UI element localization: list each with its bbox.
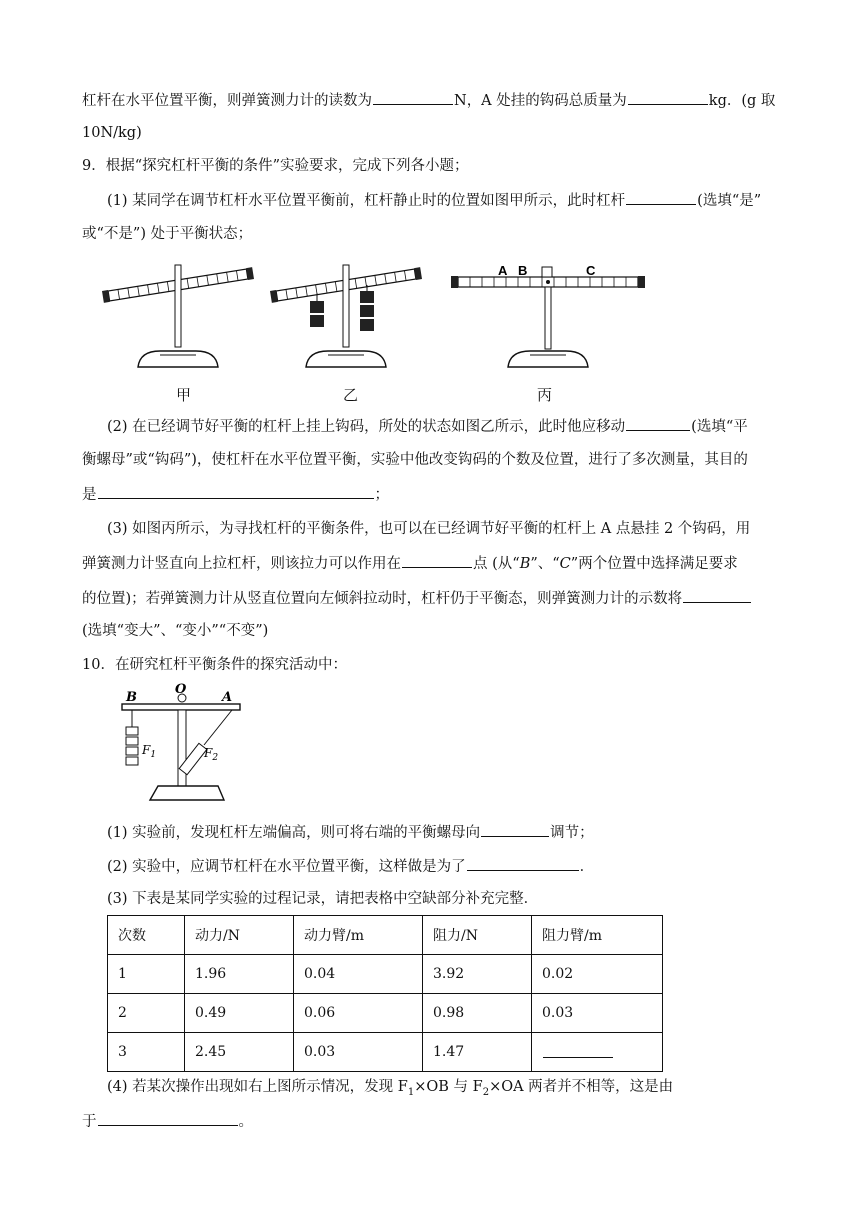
point-label-a: A (498, 263, 508, 278)
q9-p2-line3: 是 ； (82, 484, 389, 505)
answer-blank[interactable] (626, 190, 696, 205)
answer-blank[interactable] (683, 588, 751, 603)
q10-p4-line1: (4) 若某次操作出现如右上图所示情况，发现 $F_1\times OB$ 与 $F_2\times OA$ 两者并不相等，这是由 (107, 1079, 674, 1098)
table-cell: 1.96 (185, 955, 294, 994)
force-label-f1: $F_1$ (142, 743, 157, 760)
point-label-a: A (222, 690, 233, 705)
q10-p3: (3) 下表是某同学实验的过程记录，请把表格中空缺部分补充完整． (107, 891, 539, 907)
table-header-cell: 阻力臂/m (532, 916, 663, 955)
lever-figure-jia (98, 255, 258, 375)
figure-label-jia: 甲 (176, 386, 192, 404)
table-cell: 0.06 (294, 994, 423, 1033)
lever-figure-q10 (112, 683, 252, 805)
table-cell-answer[interactable] (532, 1033, 663, 1072)
table-header-cell: 次数 (108, 916, 185, 955)
table-cell: 3.92 (423, 955, 532, 994)
lever-figure-bing (446, 255, 651, 375)
experiment-table (107, 915, 663, 1072)
table-cell: 3 (108, 1033, 185, 1072)
answer-blank[interactable] (481, 822, 549, 837)
pivot-label-o: O (175, 683, 187, 697)
lever-figure-yi (266, 255, 426, 375)
point-label-c: C (586, 263, 596, 278)
q9-stem: 9．根据“探究杠杆平衡的条件”实验要求，完成下列各小题； (82, 158, 469, 174)
figure-label-bing: 丙 (537, 386, 553, 404)
answer-blank[interactable] (402, 553, 472, 568)
q8-line1: 杠杆在水平位置平衡，则弹簧测力计的读数为 N，A 处挂的钩码总质量为 kg．(g 取 (82, 90, 775, 111)
answer-blank[interactable] (626, 416, 690, 431)
q10-stem: 10．在研究杠杆平衡条件的探究活动中： (82, 657, 347, 673)
table-cell: 0.04 (294, 955, 423, 994)
table-cell: 2.45 (185, 1033, 294, 1072)
table-cell: 0.02 (532, 955, 663, 994)
q8-line2: 10N/kg) (82, 125, 142, 141)
figure-label-yi: 乙 (343, 386, 359, 404)
table-header-cell: 动力/N (185, 916, 294, 955)
q10-p1: (1) 实验前，发现杠杆左端偏高，则可将右端的平衡螺母向 调节； (107, 822, 594, 843)
q9-p2-line1: (2) 在已经调节好平衡的杠杆上挂上钩码，所处的状态如图乙所示，此时他应移动 (选填“平 (107, 416, 748, 437)
q9-p3-line1: (3) 如图丙所示，为寻找杠杆的平衡条件，也可以在已经调节好平衡的杠杆上 A 点悬挂 2 个钩码，用 (107, 521, 751, 537)
table-header-cell: 动力臂/m (294, 916, 423, 955)
q9-p1-line1: (1) 某同学在调节杠杆水平位置平衡前，杠杆静止时的位置如图甲所示，此时杠杆 (选填“是” (107, 190, 761, 211)
answer-blank[interactable] (543, 1043, 613, 1058)
answer-blank[interactable] (98, 484, 374, 499)
table-cell: 2 (108, 994, 185, 1033)
q9-p3-line4: (选填“变大”、“变小”“不变”) (82, 623, 269, 639)
force-label-f2: $F_2$ (204, 746, 219, 763)
answer-blank[interactable] (98, 1111, 238, 1126)
answer-blank[interactable] (628, 90, 708, 105)
point-label-b: B (518, 263, 528, 278)
answer-blank[interactable] (467, 856, 579, 871)
q9-p3-line2: 弹簧测力计竖直向上拉杠杆，则该拉力可以作用在 点 (从“B”、“C”两个位置中选择满足要求 (82, 553, 738, 574)
q10-p4-line2: 于 。 (82, 1111, 253, 1132)
table-row (108, 1033, 663, 1072)
answer-blank[interactable] (373, 90, 453, 105)
q9-p3-line3: 的位置)；若弹簧测力计从竖直位置向左倾斜拉动时，杠杆仍于平衡态，则弹簧测力计的示数将 (82, 588, 752, 609)
table-cell: 0.03 (532, 994, 663, 1033)
table-row (108, 994, 663, 1033)
point-label-b: B (126, 690, 137, 705)
table-row (108, 955, 663, 994)
table-cell: 0.98 (423, 994, 532, 1033)
q9-p1-line2: 或“不是”) 处于平衡状态； (82, 226, 253, 242)
table-header-row (108, 916, 663, 955)
table-cell: 1 (108, 955, 185, 994)
q9-p2-line2: 衡螺母”或“钩码”)，使杠杆在水平位置平衡，实验中他改变钩码的个数及位置，进行了多次测量，其目的 (82, 452, 748, 468)
table-cell: 0.49 (185, 994, 294, 1033)
table-cell: 0.03 (294, 1033, 423, 1072)
q10-p2: (2) 实验中，应调节杠杆在水平位置平衡，这样做是为了 ． (107, 856, 594, 877)
table-header-cell: 阻力/N (423, 916, 532, 955)
table-cell: 1.47 (423, 1033, 532, 1072)
